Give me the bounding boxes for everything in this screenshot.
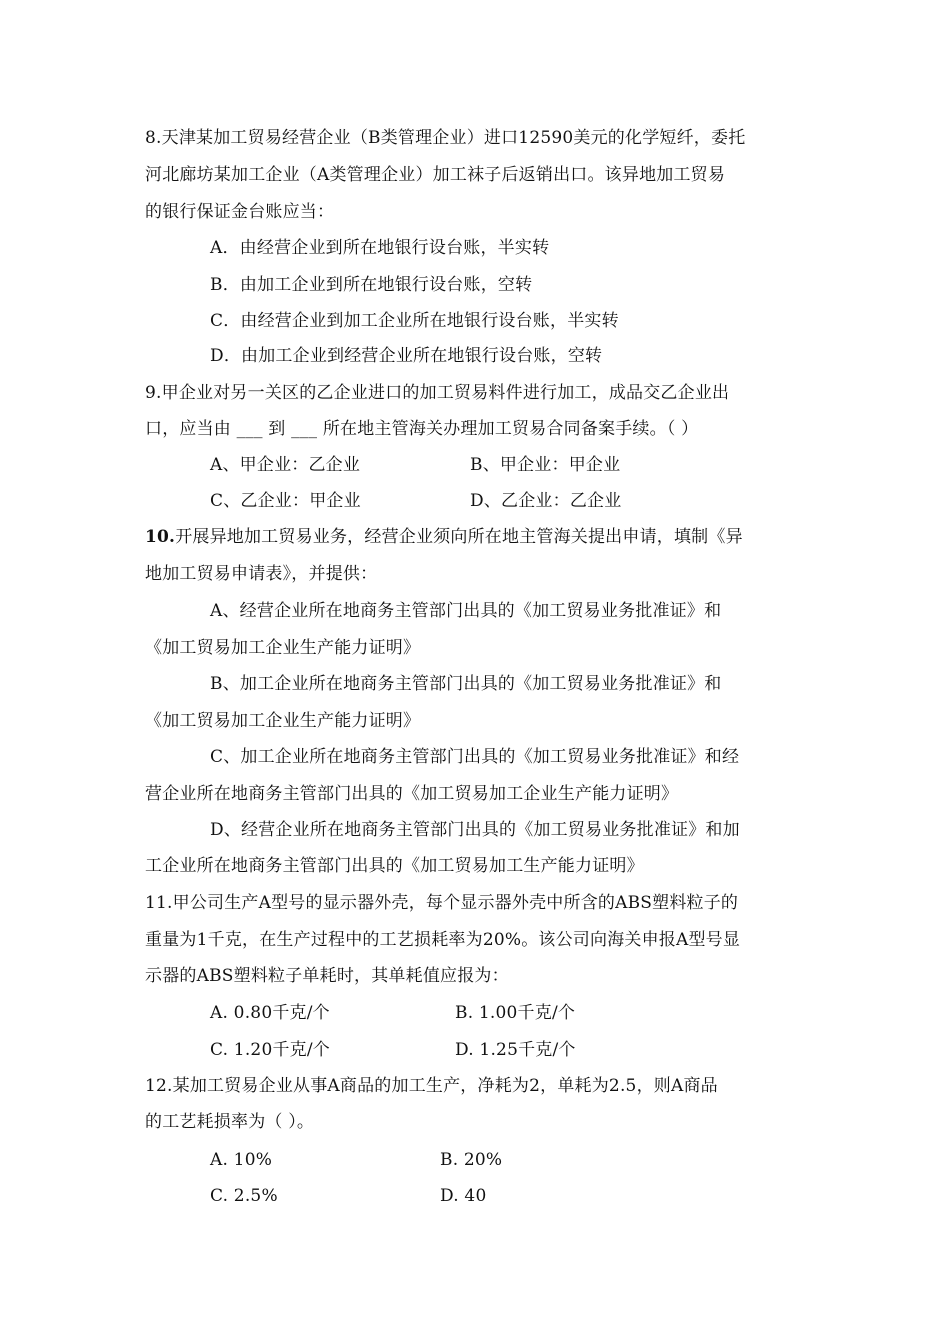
question-12-option-a: A. 10% [210, 1150, 273, 1170]
question-10-number: 10. [145, 527, 176, 547]
question-12-option-d: D. 40 [440, 1186, 487, 1206]
question-8-line-3: 的银行保证金台账应当： [145, 202, 335, 222]
question-11-option-b: B. 1.00千克/个 [455, 1003, 576, 1023]
question-10-option-c-line-1: C、加工企业所在地商务主管部门出具的《加工贸易业务批准证》和经 [210, 747, 740, 767]
question-8-option-c: C．由经营企业到加工企业所在地银行设台账，半实转 [210, 311, 619, 331]
question-10-option-d-line-2: 工企业所在地商务主管部门出具的《加工贸易加工生产能力证明》 [145, 856, 644, 876]
question-8-option-b: B．由加工企业到所在地银行设台账，空转 [210, 275, 533, 295]
question-11-option-c: C. 1.20千克/个 [210, 1040, 330, 1060]
question-10-text: 开展异地加工贸易业务，经营企业须向所在地主管海关提出申请，填制《异 [175, 527, 743, 547]
question-8-line-2: 河北廊坊某加工企业（A类管理企业）加工袜子后返销出口。该异地加工贸易 [145, 165, 726, 185]
question-11-line-1: 11.甲公司生产A型号的显示器外壳，每个显示器外壳中所含的ABS塑料粒子的 [145, 893, 739, 913]
question-9-line-1: 9.甲企业对另一关区的乙企业进口的加工贸易料件进行加工，成品交乙企业出 [145, 383, 730, 403]
question-12-option-c: C. 2.5% [210, 1186, 278, 1206]
question-10-option-b-line-1: B、加工企业所在地商务主管部门出具的《加工贸易业务批准证》和 [210, 674, 722, 694]
question-11-line-2: 重量为1千克，在生产过程中的工艺损耗率为20%。该公司向海关申报A型号显 [145, 930, 741, 950]
question-10-option-c-line-2: 营企业所在地商务主管部门出具的《加工贸易加工企业生产能力证明》 [145, 784, 679, 804]
question-12-line-2: 的工艺耗损率为（ ）。 [145, 1112, 315, 1132]
question-9-option-d: D、乙企业：乙企业 [470, 491, 622, 511]
question-10-option-a-line-2: 《加工贸易加工企业生产能力证明》 [145, 638, 421, 658]
question-9-line-2: 口，应当由 ___ 到 ___ 所在地主管海关办理加工贸易合同备案手续。（ ） [145, 419, 699, 439]
question-9-option-c: C、乙企业：甲企业 [210, 491, 361, 511]
question-8-option-a: A．由经营企业到所在地银行设台账，半实转 [210, 238, 550, 258]
question-8-option-d: D．由加工企业到经营企业所在地银行设台账，空转 [210, 346, 603, 366]
question-8-line-1: 8.天津某加工贸易经营企业（B类管理企业）进口12590美元的化学短纤，委托 [145, 128, 746, 148]
question-9-option-a: A、甲企业：乙企业 [210, 455, 361, 475]
question-11-line-3: 示器的ABS塑料粒子单耗时，其单耗值应报为： [145, 966, 509, 986]
question-12-line-1: 12.某加工贸易企业从事A商品的加工生产，净耗为2，单耗为2.5，则A商品 [145, 1076, 718, 1096]
question-9-option-b: B、甲企业：甲企业 [470, 455, 621, 475]
question-10-option-b-line-2: 《加工贸易加工企业生产能力证明》 [145, 711, 421, 731]
question-12-option-b: B. 20% [440, 1150, 503, 1170]
question-11-option-d: D. 1.25千克/个 [455, 1040, 576, 1060]
question-10-option-a-line-1: A、经营企业所在地商务主管部门出具的《加工贸易业务批准证》和 [210, 601, 722, 621]
question-11-option-a: A. 0.80千克/个 [210, 1003, 330, 1023]
question-10-line-1 [145, 527, 743, 547]
question-10-line-2: 地加工贸易申请表》，并提供： [145, 564, 378, 584]
question-10-option-d-line-1: D、经营企业所在地商务主管部门出具的《加工贸易业务批准证》和加 [210, 820, 740, 840]
